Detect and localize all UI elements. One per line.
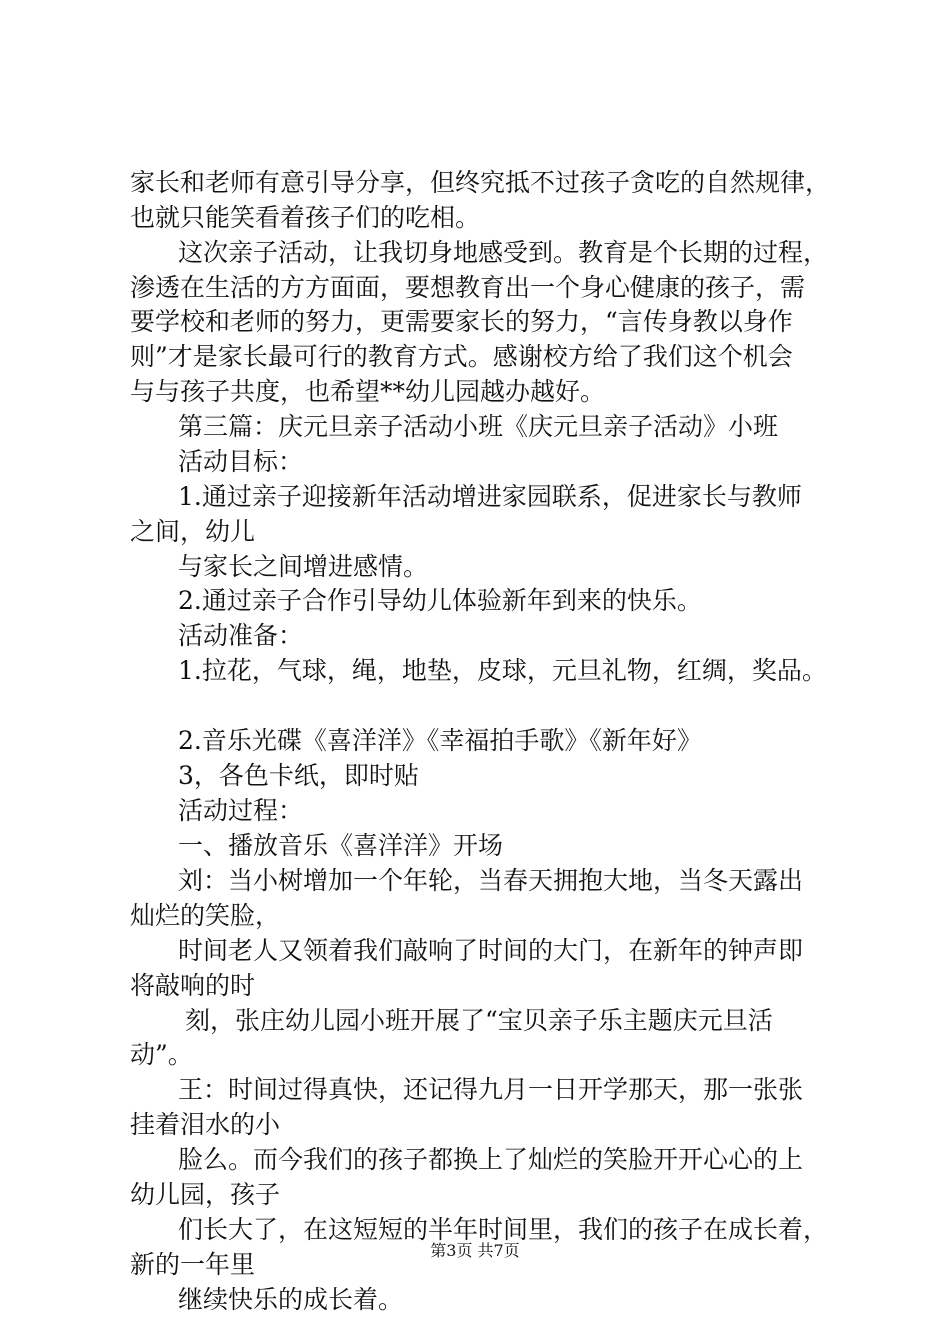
text-line-7: 与与孩子共度，也希望**幼儿园越办越好。 bbox=[130, 377, 606, 406]
text-line-27: 挂着泪水的小 bbox=[130, 1110, 281, 1139]
text-line-20: 刘：当小树增加一个年轮，当春天拥抱大地，当冬天露出 bbox=[178, 866, 804, 895]
text-line-28: 脸么。而今我们的孩子都换上了灿烂的笑脸开开心心的上 bbox=[178, 1145, 804, 1174]
text-line-30: 们长大了，在这短短的半年时间里，我们的孩子在成长着， bbox=[178, 1215, 829, 1244]
text-line-22: 时间老人又领着我们敲响了时间的大门，在新年的钟声即 bbox=[178, 936, 804, 965]
text-line-23: 将敲响的时 bbox=[130, 971, 256, 1000]
text-line-32: 继续快乐的成长着。 bbox=[178, 1285, 404, 1314]
text-line-2: 也就只能笑看着孩子们的吃相。 bbox=[130, 203, 481, 232]
text-line-3: 这次亲子活动，让我切身地感受到。教育是个长期的过程， bbox=[178, 238, 829, 267]
section-heading: 第三篇：庆元旦亲子活动小班《庆元旦亲子活动》小班 bbox=[178, 412, 779, 441]
text-line-11: 之间，幼儿 bbox=[130, 517, 256, 546]
text-line-31: 新的一年里 bbox=[130, 1250, 256, 1279]
text-line-14: 活动准备： bbox=[178, 621, 304, 650]
text-line-26: 王：时间过得真快，还记得九月一日开学那天，那一张张 bbox=[178, 1075, 804, 1104]
text-line-24: 刻，张庄幼儿园小班开展了“宝贝亲子乐主题庆元旦活 bbox=[185, 1006, 773, 1035]
text-line-1: 家长和老师有意引导分享，但终究抵不过孩子贪吃的自然规律， bbox=[130, 168, 831, 197]
text-line-13: 2.通过亲子合作引导幼儿体验新年到来的快乐。 bbox=[178, 586, 702, 615]
text-line-10: 1.通过亲子迎接新年活动增进家园联系，促进家长与教师 bbox=[178, 482, 802, 511]
text-line-17: 3，各色卡纸，即时贴 bbox=[178, 761, 419, 790]
text-line-21: 灿烂的笑脸， bbox=[130, 901, 281, 930]
text-line-29: 幼儿园，孩子 bbox=[130, 1180, 281, 1209]
text-line-4: 渗透在生活的方方面面，要想教育出一个身心健康的孩子，需 bbox=[130, 273, 806, 302]
page-footer: 第3页 共7页 bbox=[430, 1241, 520, 1260]
text-line-18: 活动过程： bbox=[178, 796, 304, 825]
text-line-19: 一、播放音乐《喜洋洋》开场 bbox=[178, 831, 504, 860]
text-line-12: 与家长之间增进感情。 bbox=[178, 552, 429, 581]
text-line-5: 要学校和老师的努力，更需要家长的努力，“言传身教以身作 bbox=[130, 307, 793, 336]
text-line-15: 1.拉花，气球，绳，地垫，皮球，元旦礼物，红绸，奖品。 bbox=[178, 656, 827, 685]
text-line-16: 2.音乐光碟《喜洋洋》《幸福拍手歌》《新年好》 bbox=[178, 726, 702, 755]
text-line-25: 动”。 bbox=[130, 1040, 193, 1069]
text-line-6: 则”才是家长最可行的教育方式。感谢校方给了我们这个机会 bbox=[130, 342, 793, 371]
text-line-9: 活动目标： bbox=[178, 447, 304, 476]
